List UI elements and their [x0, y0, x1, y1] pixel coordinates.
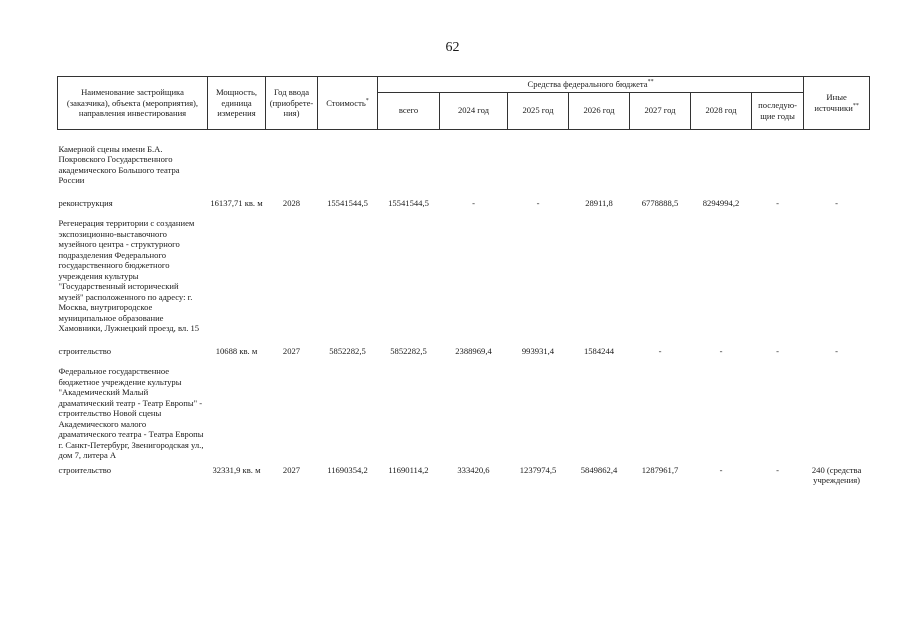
header-year: Год ввода (приобрете-ния): [266, 77, 318, 130]
page-number: 62: [445, 40, 460, 55]
value-2027: 6778888,5: [641, 197, 679, 208]
header-cost: Стоимость*: [318, 77, 378, 130]
work-type: строительство: [58, 464, 112, 475]
header-2025: 2025 год: [508, 92, 569, 129]
value-other: -: [835, 345, 839, 356]
value-2028: 8294994,2: [702, 197, 740, 208]
total: 15541544,5: [388, 197, 429, 208]
capacity: 16137,71 кв. м: [210, 197, 263, 208]
capacity: 10688 кв. м: [215, 345, 258, 356]
header-name: Наименование застройщика (заказчика), объекта (мероприятия), направления инвестирования: [58, 77, 208, 130]
value-2027: 1287961,7: [641, 464, 679, 475]
cost: 15541544,5: [327, 197, 368, 208]
header-2027: 2027 год: [630, 92, 691, 129]
object-title-row: [58, 144, 870, 186]
object-title-row: [58, 218, 870, 334]
table-row: [58, 346, 870, 357]
value-2025: 993931,4: [521, 345, 555, 356]
work-type: строительство: [58, 345, 112, 356]
table-row: [58, 465, 870, 486]
header-other-sources: Иные источники**: [804, 77, 870, 130]
value-other: 240 (средства учреждения): [811, 464, 862, 485]
value-2028: -: [719, 345, 723, 356]
capacity: 32331,9 кв. м: [212, 464, 261, 475]
value-later: -: [776, 345, 779, 356]
year: 2028: [282, 197, 301, 208]
investment-table: [57, 76, 870, 486]
total: 5852282,5: [390, 345, 427, 356]
total: 11690114,2: [388, 464, 429, 475]
cost: 11690354,2: [327, 464, 368, 475]
header-2026: 2026 год: [569, 92, 630, 129]
value-2024: -: [472, 197, 475, 208]
value-2026: 28911,8: [585, 197, 613, 208]
object-title-row: [58, 366, 870, 461]
header-capacity: Мощность, единица измерения: [208, 77, 266, 130]
header-federal-budget: Средства федерального бюджета**: [378, 77, 804, 93]
header-total: всего: [378, 92, 440, 129]
value-later: -: [776, 464, 779, 475]
work-type: реконструкция: [58, 197, 113, 208]
table-row: [58, 198, 870, 209]
object-title: Камерной сцены имени Б.А. Покровского Государственного академического Большого театра России: [58, 143, 180, 185]
value-2028: -: [719, 464, 723, 475]
value-other: -: [835, 197, 839, 208]
value-later: -: [776, 197, 779, 208]
value-2024: 333420,6: [457, 464, 490, 475]
value-2025: 1237974,5: [519, 464, 557, 475]
year: 2027: [282, 345, 301, 356]
value-2027: -: [658, 345, 662, 356]
header-2024: 2024 год: [440, 92, 508, 129]
object-title: Регенерация территории с созданием экспозиционно-выставочного музейного центра - структурного подразделения Федерального государственного бюджетного учреждения культуры "Государственный исторический музей" расположенного по адресу: г. Москва, внутригородское муниципальное образование Хамовники, Лужнецкий проезд, вл. 15: [58, 218, 200, 333]
cost: 5852282,5: [329, 345, 366, 356]
value-2025: -: [536, 197, 540, 208]
header-2028: 2028 год: [691, 92, 752, 129]
header-later-years: последую-щие годы: [752, 92, 804, 129]
object-title: Федеральное государственное бюджетное учреждение культуры "Академический Малый драматический театр - Театр Европы" - строительство Новой сцены Академического малого драматического театра - Театра Европы г. Санкт-Петербург, Звенигородская ул., дом 7, литера А: [58, 366, 204, 460]
value-2026: 1584244: [583, 345, 615, 356]
value-2026: 5849862,4: [580, 464, 618, 475]
value-2024: 2388969,4: [455, 345, 492, 356]
year: 2027: [282, 464, 301, 475]
